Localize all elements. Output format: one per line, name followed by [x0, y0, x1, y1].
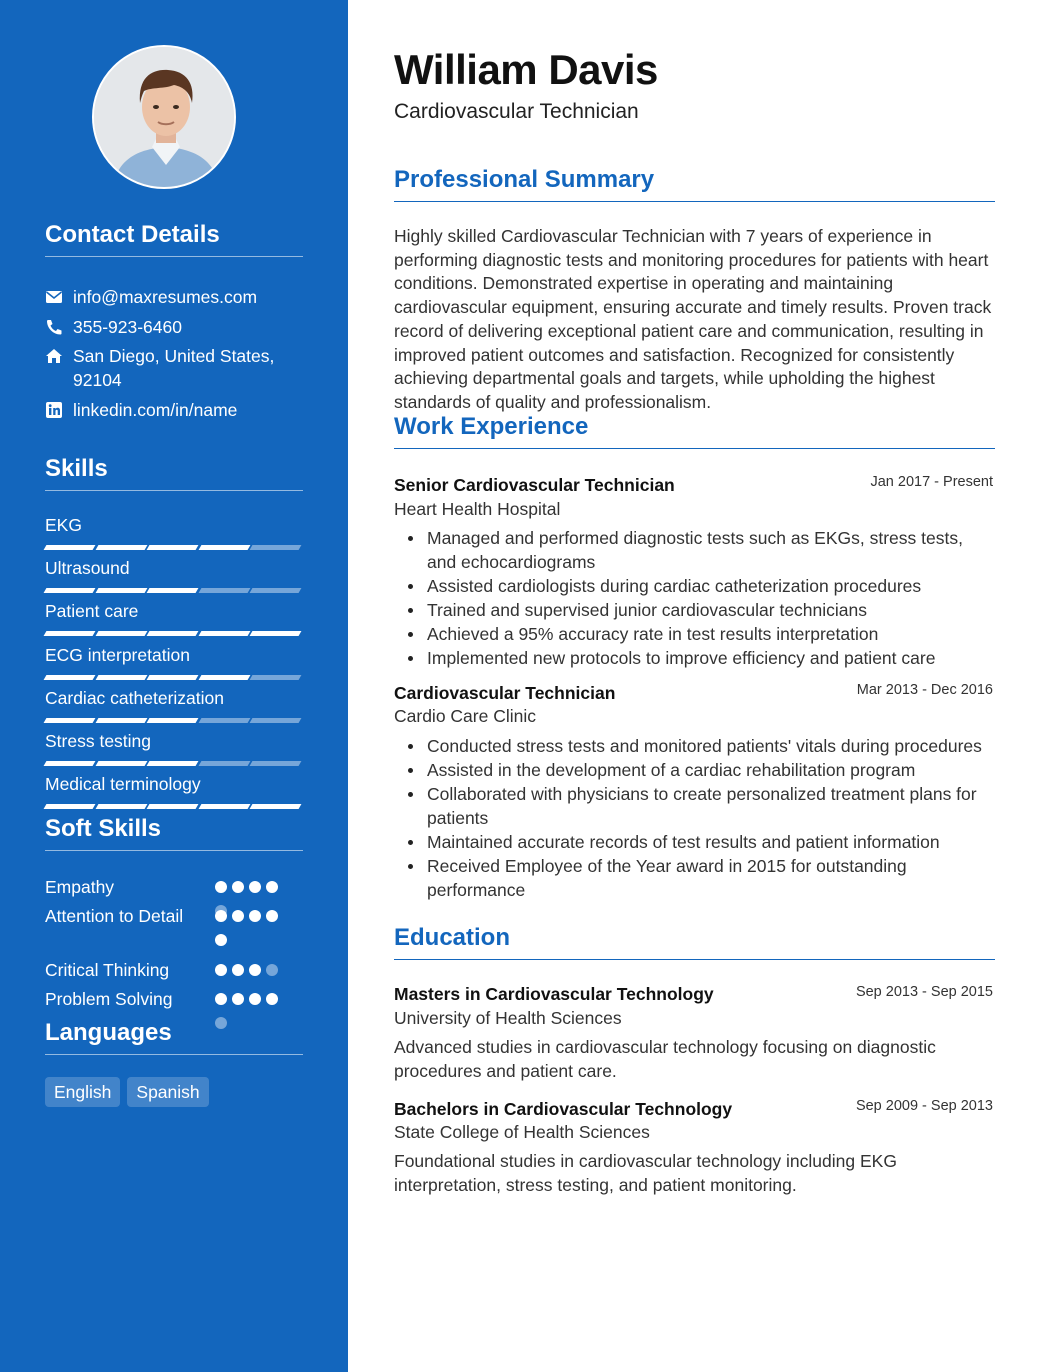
soft-skills-heading: Soft Skills — [45, 814, 303, 851]
linkedin-icon — [45, 402, 63, 418]
rating-dot — [249, 964, 261, 976]
skill-level-segment — [250, 761, 301, 766]
skills-heading: Skills — [45, 454, 303, 491]
languages-list — [45, 1077, 209, 1107]
skill-level-segment — [95, 588, 146, 593]
job-title: Cardiovascular Technician — [394, 683, 616, 703]
skill-level-segment — [44, 675, 95, 680]
experience-heading: Work Experience — [394, 412, 995, 449]
contact-heading: Contact Details — [45, 220, 303, 257]
skill-level-segment — [147, 761, 198, 766]
skill-level-segment — [44, 804, 95, 809]
soft-skill-label: Problem Solving — [45, 989, 173, 1009]
skill-label: ECG interpretation — [45, 645, 190, 665]
profile-photo — [94, 47, 236, 189]
skill-level-segment — [147, 545, 198, 550]
rating-dot — [215, 964, 227, 976]
language-tag: English — [45, 1077, 120, 1107]
school-name: State College of Health Sciences — [394, 1122, 650, 1142]
job-organization: Cardio Care Clinic — [394, 706, 536, 726]
skill-level-segment — [95, 804, 146, 809]
skill-level-segment — [250, 675, 301, 680]
skill-level-segment — [95, 631, 146, 636]
skill-level-segment — [147, 718, 198, 723]
soft-skill-rating — [215, 964, 295, 988]
envelope-icon — [45, 289, 63, 305]
skill-level-segment — [95, 718, 146, 723]
skill-level-segment — [198, 804, 249, 809]
skill-level-segment — [147, 675, 198, 680]
contact-email-text: info@maxresumes.com — [73, 287, 258, 307]
rating-dot — [249, 881, 261, 893]
contact-email[interactable] — [45, 285, 305, 309]
skill-level-segment — [95, 675, 146, 680]
skill-level-segment — [198, 761, 249, 766]
skill-item — [45, 514, 303, 550]
summary-text: Highly skilled Cardiovascular Technician with 7 years of experience in performing diagnostic tests and monitoring procedures for patients with heart conditions. Demonstrated expertise in operating and maintaining cardiovascular equipment, ensuring accurate and timely results. Proven track record of delivering exceptional patient care and communication, resulting in improved patient outcomes and satisfaction. Recognized for consistently achieving departmental goals and targets, while upholding the highest standards of quality and professionalism. — [394, 226, 992, 412]
skill-level-segment — [44, 588, 95, 593]
bullet-item: Received Employee of the Year award in 2015 for outstanding performance — [394, 854, 995, 902]
degree-title: Bachelors in Cardiovascular Technology — [394, 1099, 733, 1119]
skill-level-segment — [147, 588, 198, 593]
contact-phone[interactable] — [45, 315, 305, 339]
bullet-item: Achieved a 95% accuracy rate in test results interpretation — [394, 622, 995, 646]
skill-level-bar — [45, 631, 303, 636]
skill-level-bar — [45, 588, 303, 593]
skill-label: Stress testing — [45, 731, 152, 751]
rating-dot — [232, 910, 244, 922]
skill-level-segment — [147, 804, 198, 809]
languages-heading: Languages — [45, 1018, 303, 1055]
skill-level-segment — [198, 631, 249, 636]
skill-level-segment — [44, 545, 95, 550]
skill-level-segment — [198, 588, 249, 593]
bullet-item: Collaborated with physicians to create personalized treatment plans for patients — [394, 782, 995, 830]
contact-linkedin[interactable] — [45, 398, 305, 422]
rating-dot — [249, 910, 261, 922]
skill-item — [45, 730, 303, 766]
soft-skill-rating — [215, 910, 295, 958]
skill-item — [45, 687, 303, 723]
phone-icon — [45, 319, 63, 335]
skill-level-segment — [250, 804, 301, 809]
degree-dates: Sep 2013 - Sep 2015 — [855, 984, 993, 1000]
skill-level-segment — [44, 761, 95, 766]
degree-dates: Sep 2009 - Sep 2013 — [855, 1098, 993, 1114]
skill-label: Patient care — [45, 601, 139, 621]
degree-description: Foundational studies in cardiovascular technology including EKG interpretation, stress testing, and patient monitoring. — [394, 1151, 897, 1195]
rating-dot — [232, 993, 244, 1005]
skill-item — [45, 557, 303, 593]
skill-level-bar — [45, 675, 303, 680]
rating-dot — [232, 964, 244, 976]
sidebar — [0, 0, 348, 1372]
skill-level-segment — [147, 631, 198, 636]
rating-dot — [215, 934, 227, 946]
job-bullets — [394, 526, 995, 670]
rating-dot — [266, 993, 278, 1005]
bullet-item: Managed and performed diagnostic tests such as EKGs, stress tests, and echocardiograms — [394, 526, 995, 574]
skill-item — [45, 644, 303, 680]
skill-level-segment — [250, 718, 301, 723]
bullet-item: Implemented new protocols to improve efficiency and patient care — [394, 646, 995, 670]
contact-phone-text: 355-923-6460 — [73, 317, 182, 337]
bullet-item: Trained and supervised junior cardiovascular technicians — [394, 598, 995, 622]
soft-skill-item — [45, 987, 303, 1011]
skill-level-segment — [95, 545, 146, 550]
bullet-item: Assisted cardiologists during cardiac catheterization procedures — [394, 574, 995, 598]
job-organization: Heart Health Hospital — [394, 499, 561, 519]
skill-label: Cardiac catheterization — [45, 688, 224, 708]
rating-dot — [215, 881, 227, 893]
skill-level-segment — [250, 545, 301, 550]
soft-skill-label: Attention to Detail — [45, 906, 184, 926]
candidate-title: Cardiovascular Technician — [394, 100, 639, 123]
job-dates: Mar 2013 - Dec 2016 — [856, 682, 993, 698]
rating-dot — [249, 993, 261, 1005]
skill-level-segment — [198, 675, 249, 680]
skill-level-segment — [198, 545, 249, 550]
rating-dot — [266, 964, 278, 976]
skill-item — [45, 773, 303, 809]
skill-level-segment — [44, 631, 95, 636]
soft-skill-item — [45, 958, 303, 982]
skill-level-segment — [198, 718, 249, 723]
skill-level-segment — [95, 761, 146, 766]
rating-dot — [266, 910, 278, 922]
skill-label: Ultrasound — [45, 558, 130, 578]
summary-heading: Professional Summary — [394, 165, 995, 202]
rating-dot — [215, 910, 227, 922]
skill-level-bar — [45, 718, 303, 723]
job-bullets — [394, 734, 995, 902]
education-heading: Education — [394, 923, 995, 960]
job-title: Senior Cardiovascular Technician — [394, 475, 675, 495]
skill-label: Medical terminology — [45, 774, 201, 794]
rating-dot — [232, 881, 244, 893]
soft-skill-label: Critical Thinking — [45, 960, 170, 980]
skill-level-bar — [45, 545, 303, 550]
contact-address — [45, 344, 305, 392]
bullet-item: Assisted in the development of a cardiac rehabilitation program — [394, 758, 995, 782]
rating-dot — [266, 881, 278, 893]
job-dates: Jan 2017 - Present — [870, 474, 993, 490]
avatar — [92, 45, 236, 189]
soft-skill-item — [45, 875, 303, 899]
skill-level-segment — [250, 631, 301, 636]
skill-item — [45, 600, 303, 636]
contact-linkedin-text: linkedin.com/in/name — [73, 400, 238, 420]
degree-description: Advanced studies in cardiovascular technology focusing on diagnostic procedures and patient care. — [394, 1037, 936, 1081]
home-icon — [45, 348, 63, 364]
candidate-name: William Davis — [394, 46, 658, 93]
rating-dot — [215, 993, 227, 1005]
skill-level-segment — [44, 718, 95, 723]
bullet-item: Conducted stress tests and monitored patients' vitals during procedures — [394, 734, 995, 758]
skill-level-bar — [45, 761, 303, 766]
skill-level-bar — [45, 804, 303, 809]
skill-label: EKG — [45, 515, 82, 535]
contact-address-text: San Diego, United States, 92104 — [73, 346, 275, 390]
soft-skill-item — [45, 904, 303, 928]
school-name: University of Health Sciences — [394, 1008, 622, 1028]
language-tag: Spanish — [127, 1077, 208, 1107]
degree-title: Masters in Cardiovascular Technology — [394, 984, 714, 1004]
bullet-item: Maintained accurate records of test results and patient information — [394, 830, 995, 854]
skill-level-segment — [250, 588, 301, 593]
soft-skill-label: Empathy — [45, 877, 115, 897]
